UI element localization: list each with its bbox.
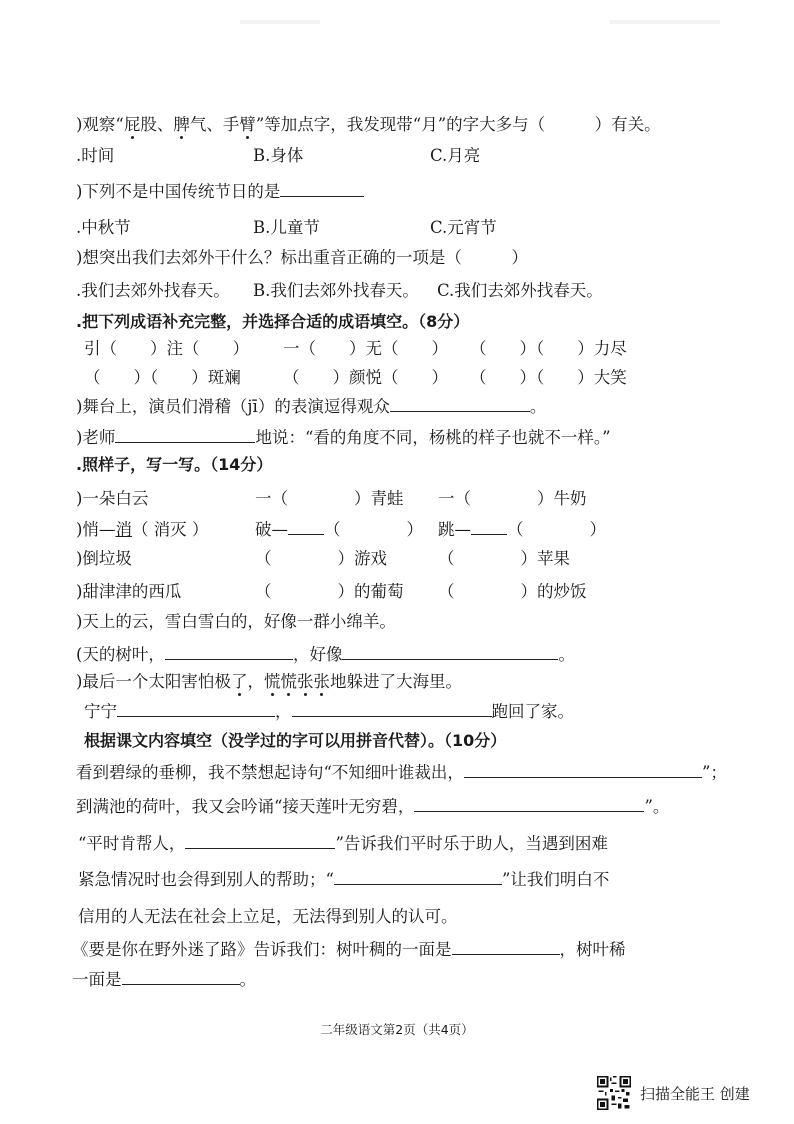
answer-blank[interactable] [334, 870, 502, 885]
sentence-text: ”告诉我们平时乐于助人，当遇到困难 [335, 834, 608, 853]
sentence-text: （ 消灭 ） [131, 520, 209, 539]
q3-option-c: C.我们去郊外找春天。 [437, 281, 603, 300]
scanner-brand-label: 扫描全能王 创建 [640, 1085, 750, 1103]
sentence-text: (天的树叶， [76, 645, 165, 664]
scan-speck [240, 20, 320, 24]
example-row4-c: （ ）的炒饭 [438, 582, 587, 601]
idiom-sentence-2 [76, 428, 611, 448]
answer-blank[interactable] [414, 797, 644, 812]
sentence-text: )悄— [76, 520, 116, 539]
example-row1-a: )一朵白云 [76, 489, 149, 508]
example-word: 消 [115, 520, 132, 539]
answer-blank[interactable] [342, 645, 558, 660]
text-fill-line-1 [76, 763, 727, 783]
text-fill-line-4 [78, 870, 609, 890]
example-sentence-2: )最后一个太阳害怕极了，慌慌张张地躲进了大海里。 [76, 672, 462, 691]
example-row2-a [76, 520, 208, 540]
idiom-row1-c: （ ）（ ）力尽 [470, 339, 627, 358]
text-fill-line-6 [72, 940, 626, 960]
sentence-text: （ ） [507, 520, 606, 539]
text-fill-line-3 [78, 834, 608, 854]
dotted-char: 慌 [263, 672, 281, 691]
sentence-text: ，好像 [292, 645, 343, 664]
answer-blank[interactable] [185, 834, 335, 849]
dotted-char: 了 [230, 672, 248, 691]
idiom-row2-b: （ ）颜悦（ ） [283, 368, 448, 387]
dotted-char: 屁 [123, 115, 141, 134]
sentence-text: )老师 [76, 428, 116, 447]
text-fill-line-7 [72, 970, 256, 990]
answer-blank[interactable] [165, 645, 293, 660]
sentence-text: 破— [255, 520, 288, 539]
sentence-text: ，树叶稀 [559, 940, 626, 959]
example-row3-b: （ ）游戏 [255, 549, 387, 568]
answer-blank[interactable] [117, 702, 275, 717]
qr-code-icon [597, 1076, 631, 1110]
sentence-text: )舞台上，演员们滑稽（jī）的表演逗得观众 [76, 397, 390, 416]
answer-blank[interactable] [390, 397, 530, 412]
answer-blank[interactable] [452, 940, 560, 955]
sentence-text: 。 [529, 397, 547, 416]
q1-option-b: B.身体 [253, 146, 304, 165]
sentence-text: )最后一个太阳害怕极 [76, 672, 231, 691]
scan-speck [610, 20, 720, 24]
section-text-heading: 根据课文内容填空（没学过的字可以用拼音代替）。（10分） [84, 731, 507, 750]
q3-option-a: .我们去郊外找春天。 [76, 281, 230, 300]
sentence-text: 宁宁 [84, 702, 117, 721]
example-row4-a: )甜津津的西瓜 [76, 582, 182, 601]
example-row2-b [255, 520, 423, 540]
text-fill-line-2 [76, 797, 669, 817]
sentence-text: 跳— [438, 520, 471, 539]
dotted-char: 脾 [173, 115, 190, 134]
answer-blank[interactable] [115, 428, 255, 443]
example-row2-c [438, 520, 606, 540]
sentence-text: 《要是你在野外迷了路》告诉我们：树叶稠的一面是 [72, 940, 452, 959]
sentence-text: 紧急情况时也会得到别人的帮助；“ [78, 870, 334, 889]
example-fill-1 [76, 645, 575, 665]
q2-stem [76, 182, 364, 202]
sentence-text: ”； [701, 763, 727, 782]
idiom-sentence-1 [76, 397, 546, 417]
sentence-text: 看到碧绿的垂柳，我不禁想起诗句“不知细叶谁裁出， [76, 763, 464, 782]
sentence-text: 跑回了家。 [491, 702, 574, 721]
q1-stem: )观察“屁股、脾气、手臂”等加点字，我发现带“月”的字大多与（ ）有关。 [76, 115, 661, 134]
sentence-text: 到满池的荷叶，我又会吟诵“接天莲叶无穷碧， [76, 797, 415, 816]
sentence-text: 。 [558, 645, 575, 664]
answer-blank[interactable] [464, 763, 702, 778]
answer-blank[interactable] [292, 702, 492, 717]
sentence-text: 。 [239, 970, 256, 989]
answer-blank[interactable] [122, 970, 240, 985]
q3-option-b: B.我们去郊外找春天。 [253, 281, 419, 300]
page-footer: 二年级语文第2页（共4页） [320, 1022, 474, 1037]
dotted-char: 张 [313, 672, 330, 691]
dotted-char: 慌 [280, 672, 297, 691]
section-idioms-heading: .把下列成语补充完整，并选择合适的成语填空。（8分） [76, 312, 470, 331]
answer-blank[interactable] [471, 520, 507, 535]
idiom-row1-a: 引（ ）注（ ） [84, 339, 249, 358]
example-sentence-1: )天上的云，雪白雪白的，好像一群小绵羊。 [76, 612, 396, 631]
dotted-char: 张 [296, 672, 314, 691]
example-row1-b: 一（ ）青蛙 [255, 489, 404, 508]
example-row4-b: （ ）的葡萄 [255, 582, 404, 601]
q1-option-a: .时间 [76, 146, 115, 165]
sentence-text: ”让我们明白不 [501, 870, 610, 889]
sentence-text: 地说：“看的角度不同，杨桃的样子也就不一样。” [255, 428, 611, 447]
sentence-text: （ ） [324, 520, 423, 539]
example-fill-2 [84, 702, 574, 722]
dotted-char: 臂 [239, 115, 256, 134]
text-fill-line-5: 信用的人无法在社会上立足，无法得到别人的认可。 [78, 907, 458, 926]
q3-stem: )想突出我们去郊外干什么？标出重音正确的一项是（ ） [76, 248, 528, 267]
q1-stem-a: )观察“ [76, 115, 124, 134]
example-row3-c: （ ）苹果 [438, 549, 570, 568]
q2-option-c: C.元宵节 [430, 218, 497, 237]
sentence-text: 一面是 [72, 970, 122, 989]
section-example-heading: .照样子，写一写。（14分） [76, 455, 273, 474]
idiom-row2-a: （ ）（ ）斑斓 [84, 368, 241, 387]
answer-blank[interactable] [288, 520, 324, 535]
sentence-text: ， [275, 702, 292, 721]
sentence-text: ”。 [644, 797, 670, 816]
q2-option-a: .中秋节 [76, 218, 131, 237]
sentence-text: “平时肯帮人， [78, 834, 186, 853]
answer-blank[interactable] [280, 182, 364, 197]
q2-option-b: B.儿童节 [253, 218, 320, 237]
idiom-row2-c: （ ）（ ）大笑 [470, 368, 627, 387]
idiom-row1-b: 一（ ）无（ ） [283, 339, 448, 358]
example-row3-a: )倒垃圾 [76, 549, 132, 568]
q2-stem-text: )下列不是中国传统节日的是 [76, 182, 281, 201]
example-row1-c: 一（ ）牛奶 [438, 489, 587, 508]
q1-option-c: C.月亮 [430, 146, 481, 165]
